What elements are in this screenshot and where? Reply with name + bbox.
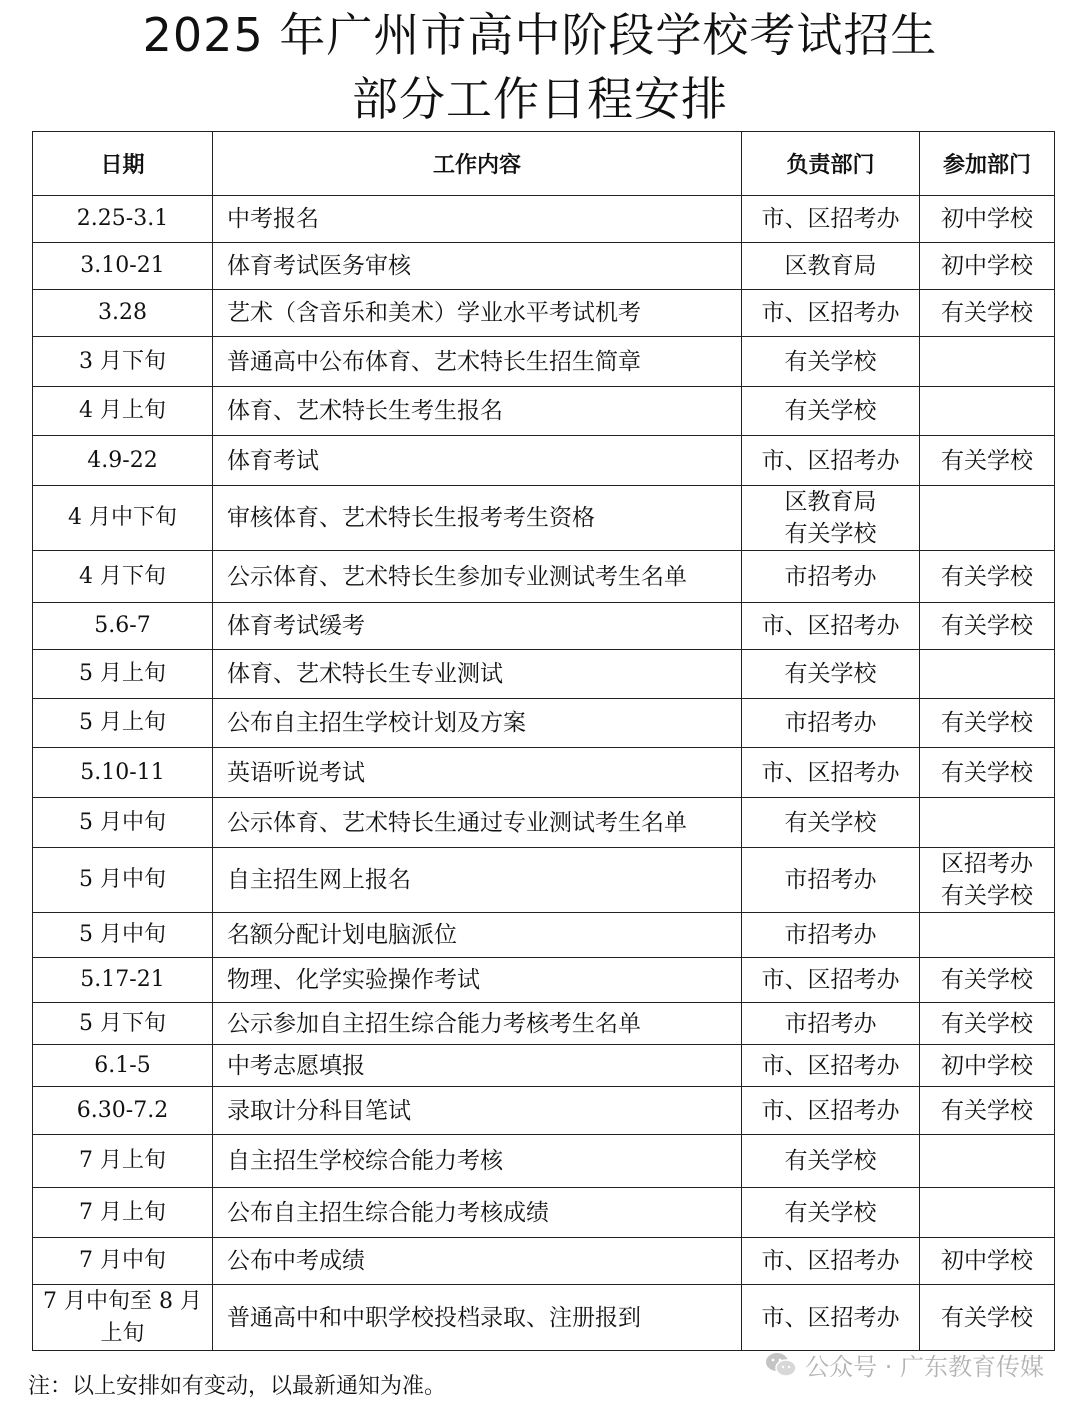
cell-participants-line: 有关学校: [941, 1010, 1033, 1037]
cell-participants: [920, 1285, 1055, 1351]
cell-responsible-line: 市招考办: [784, 710, 877, 736]
cell-date: 5 月中旬: [33, 798, 213, 848]
cell-date: 4 月中下旬: [33, 486, 213, 551]
cell-task: 体育、艺术特长生专业测试: [213, 650, 742, 699]
cell-responsible: [742, 551, 920, 603]
table-row: [33, 748, 1055, 798]
header-participants: 参加部门: [920, 132, 1055, 196]
cell-responsible: [742, 848, 920, 913]
cell-task: 英语听说考试: [213, 748, 742, 798]
table-row: [33, 1003, 1055, 1045]
footnote: 注：以上安排如有变动，以最新通知为准。: [28, 1374, 447, 1399]
cell-responsible: [742, 1135, 920, 1188]
cell-date: 3 月下旬: [33, 337, 213, 387]
cell-participants: [920, 958, 1055, 1003]
cell-participants-line: 有关学校: [941, 300, 1033, 326]
cell-date: 4.9-22: [33, 436, 213, 486]
cell-responsible: [742, 1285, 920, 1351]
cell-task: 公示参加自主招生综合能力考核考生名单: [213, 1003, 742, 1045]
page-title-line-2: 部分工作日程安排: [352, 72, 728, 126]
cell-date: 3.10-21: [33, 243, 213, 290]
cell-date: 5 月下旬: [33, 1003, 213, 1045]
cell-responsible: [742, 1238, 920, 1285]
cell-task: 体育、艺术特长生考生报名: [213, 387, 742, 436]
cell-responsible: [742, 650, 920, 699]
cell-participants-line: 有关学校: [941, 710, 1033, 736]
cell-responsible: [742, 1188, 920, 1238]
cell-task: 体育考试: [213, 436, 742, 486]
cell-responsible: [742, 290, 920, 337]
cell-responsible-line: 区教育局: [784, 253, 877, 279]
header-task: 工作内容: [213, 132, 742, 196]
cell-date: 5 月中旬: [33, 848, 213, 913]
cell-responsible: [742, 1003, 920, 1045]
cell-responsible: [742, 748, 920, 798]
watermark-text: 公众号 · 广东教育传媒: [805, 1353, 1044, 1381]
cell-participants-line: 有关学校: [941, 967, 1033, 993]
cell-task: 物理、化学实验操作考试: [213, 958, 742, 1003]
table-row: [33, 603, 1055, 650]
cell-responsible-line: 市、区招考办: [761, 1052, 900, 1079]
cell-task: 录取计分科目笔试: [213, 1087, 742, 1135]
schedule-table: [32, 131, 1055, 1351]
cell-responsible-line: 市、区招考办: [761, 1097, 900, 1124]
cell-participants: [920, 603, 1055, 650]
cell-responsible: [742, 387, 920, 436]
table-row: [33, 1188, 1055, 1238]
cell-participants-line: 初中学校: [941, 1052, 1033, 1079]
cell-date: 2.25-3.1: [33, 196, 213, 243]
cell-responsible: [742, 337, 920, 387]
cell-responsible: [742, 196, 920, 243]
cell-date: 7 月中旬: [33, 1238, 213, 1285]
table-row: [33, 551, 1055, 603]
table-row: [33, 1045, 1055, 1087]
header-responsible: 负责部门: [742, 132, 920, 196]
cell-responsible-line: 有关学校: [784, 398, 877, 424]
cell-participants: [920, 748, 1055, 798]
cell-responsible-line: 有关学校: [784, 1148, 877, 1174]
cell-date: 5.10-11: [33, 748, 213, 798]
table-row: [33, 699, 1055, 748]
cell-task: 公示体育、艺术特长生参加专业测试考生名单: [213, 551, 742, 603]
cell-date: 7 月上旬: [33, 1135, 213, 1188]
cell-responsible-line: 区教育局: [784, 489, 877, 515]
cell-responsible: [742, 603, 920, 650]
cell-date: 5 月上旬: [33, 699, 213, 748]
cell-responsible: [742, 798, 920, 848]
table-row: [33, 848, 1055, 913]
cell-responsible-line: 市招考办: [784, 867, 877, 893]
cell-task: 审核体育、艺术特长生报考考生资格: [213, 486, 742, 551]
cell-responsible: [742, 486, 920, 551]
cell-participants: [920, 1087, 1055, 1135]
cell-responsible-line: 市招考办: [784, 922, 877, 948]
table-row: [33, 1238, 1055, 1285]
cell-responsible-line: 有关学校: [784, 348, 877, 375]
cell-participants: [920, 243, 1055, 290]
cell-participants: [920, 699, 1055, 748]
cell-date: 6.30-7.2: [33, 1087, 213, 1135]
cell-responsible-line: 市、区招考办: [761, 1248, 900, 1274]
table-row: [33, 650, 1055, 699]
cell-participants-line: 有关学校: [941, 447, 1033, 474]
cell-responsible: [742, 436, 920, 486]
cell-date: 5 月上旬: [33, 650, 213, 699]
cell-task: 名额分配计划电脑派位: [213, 913, 742, 958]
cell-responsible-line: 有关学校: [784, 1199, 877, 1226]
cell-responsible-line: 市、区招考办: [761, 613, 900, 639]
cell-participants-line: 有关学校: [941, 1304, 1033, 1331]
cell-participants: [920, 436, 1055, 486]
table-row: [33, 1285, 1055, 1351]
cell-responsible: [742, 913, 920, 958]
cell-participants: [920, 486, 1055, 551]
table-row: [33, 196, 1055, 243]
cell-responsible-line: 有关学校: [784, 661, 877, 687]
cell-participants: [920, 387, 1055, 436]
cell-participants: [920, 913, 1055, 958]
cell-task: 公布自主招生学校计划及方案: [213, 699, 742, 748]
cell-task: 体育考试缓考: [213, 603, 742, 650]
cell-responsible-line: 市、区招考办: [761, 1304, 900, 1331]
table-row: [33, 290, 1055, 337]
cell-task: 普通高中和中职学校投档录取、注册报到: [213, 1285, 742, 1351]
cell-responsible-line: 市招考办: [784, 1010, 877, 1037]
header-date: 日期: [33, 132, 213, 196]
cell-responsible-line: 市、区招考办: [761, 447, 900, 474]
cell-date: 7 月上旬: [33, 1188, 213, 1238]
cell-participants-line: 有关学校: [941, 883, 1033, 909]
watermark: [765, 1347, 1044, 1382]
table-row: [33, 1135, 1055, 1188]
cell-participants-line: 初中学校: [941, 253, 1033, 279]
cell-participants-line: 有关学校: [941, 759, 1033, 786]
cell-participants-line: 初中学校: [941, 206, 1033, 232]
cell-participants: [920, 1045, 1055, 1087]
cell-task: 中考志愿填报: [213, 1045, 742, 1087]
cell-task: 公示体育、艺术特长生通过专业测试考生名单: [213, 798, 742, 848]
cell-participants-line: 初中学校: [941, 1248, 1033, 1274]
cell-participants-line: 有关学校: [941, 1097, 1033, 1124]
cell-participants-line: 有关学校: [941, 613, 1033, 639]
cell-participants: [920, 1238, 1055, 1285]
cell-responsible: [742, 1087, 920, 1135]
page-title-line-1: 2025 年广州市高中阶段学校考试招生: [142, 8, 938, 62]
cell-responsible-line: 市、区招考办: [761, 967, 900, 993]
cell-date: 5.6-7: [33, 603, 213, 650]
cell-date: 7 月中旬至 8 月上旬: [33, 1285, 213, 1351]
cell-task: 普通高中公布体育、艺术特长生招生简章: [213, 337, 742, 387]
cell-participants: [920, 290, 1055, 337]
table-row: [33, 913, 1055, 958]
table-row: [33, 958, 1055, 1003]
cell-responsible-line: 市、区招考办: [761, 759, 900, 786]
cell-participants: [920, 196, 1055, 243]
cell-date: 4 月下旬: [33, 551, 213, 603]
cell-date: 5.17-21: [33, 958, 213, 1003]
wechat-icon: [765, 1351, 797, 1379]
cell-participants-line: 有关学校: [941, 563, 1033, 590]
cell-responsible-line: 有关学校: [784, 521, 877, 547]
cell-participants: [920, 337, 1055, 387]
table-row: [33, 337, 1055, 387]
cell-task: 公布中考成绩: [213, 1238, 742, 1285]
cell-task: 中考报名: [213, 196, 742, 243]
cell-responsible: [742, 958, 920, 1003]
table-row: [33, 1087, 1055, 1135]
table-row: [33, 486, 1055, 551]
cell-task: 自主招生学校综合能力考核: [213, 1135, 742, 1188]
cell-participants: [920, 1135, 1055, 1188]
cell-participants: [920, 798, 1055, 848]
cell-responsible: [742, 243, 920, 290]
table-row: [33, 798, 1055, 848]
cell-participants: [920, 551, 1055, 603]
cell-responsible-line: 市、区招考办: [761, 300, 900, 326]
cell-date: 5 月中旬: [33, 913, 213, 958]
cell-responsible: [742, 1045, 920, 1087]
cell-responsible-line: 市招考办: [784, 563, 877, 590]
cell-task: 体育考试医务审核: [213, 243, 742, 290]
cell-task: 艺术（含音乐和美术）学业水平考试机考: [213, 290, 742, 337]
cell-responsible-line: 有关学校: [784, 809, 877, 836]
cell-date: 4 月上旬: [33, 387, 213, 436]
cell-participants: [920, 650, 1055, 699]
cell-task: 公布自主招生综合能力考核成绩: [213, 1188, 742, 1238]
cell-responsible-line: 市、区招考办: [761, 206, 900, 232]
table-row: [33, 387, 1055, 436]
table-header-row: [33, 132, 1055, 196]
table-row: [33, 436, 1055, 486]
cell-participants-line: 区招考办: [941, 851, 1033, 877]
cell-responsible: [742, 699, 920, 748]
cell-participants: [920, 848, 1055, 913]
cell-date: 3.28: [33, 290, 213, 337]
cell-participants: [920, 1188, 1055, 1238]
cell-date: 6.1-5: [33, 1045, 213, 1087]
cell-task: 自主招生网上报名: [213, 848, 742, 913]
table-row: [33, 243, 1055, 290]
cell-participants: [920, 1003, 1055, 1045]
